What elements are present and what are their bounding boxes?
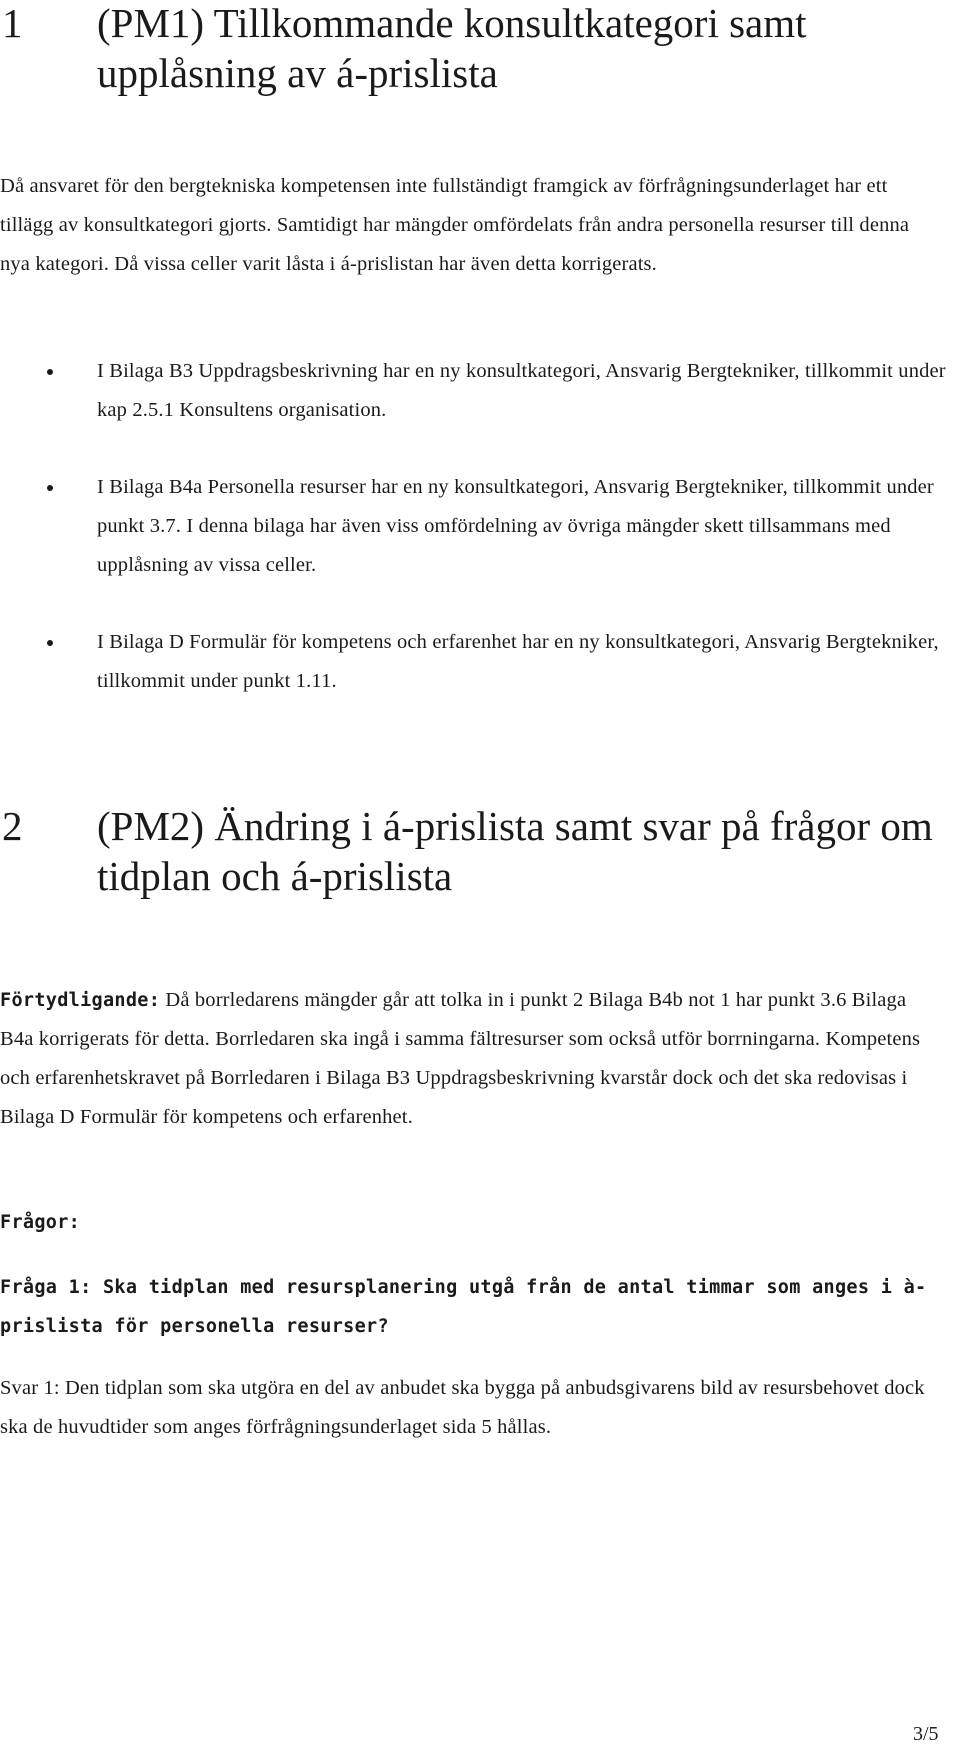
section-1-title: (PM1) Tillkommande konsultkategori samt upplåsning av á-prislista xyxy=(97,0,807,96)
bullet-text: I Bilaga D Formulär för kompetens och erfarenhet har en ny konsultkategori, Ansvarig Bergtekniker, tillkommit under punkt 1.11. xyxy=(97,631,939,692)
clarification-text: Då borrledarens mängder går att tolka in i punkt 2 Bilaga B4b not 1 har punkt 3.6 Bilaga B4a korrigerats för detta. Borrledaren ska ingå i samma fältresurser som också utför borrningarna. Kompetens och erfarenhetskravet på Borrledaren i Bilaga B3 Uppdragsbeskrivning kvarstår dock och det ska redovisas i Bilaga D Formulär för kompetens och erfarenhet. xyxy=(0,989,921,1128)
question-1-text: Fråga 1: Ska tidplan med resursplanering utgå från de antal timmar som anges i à-prislista för personella resurser? xyxy=(0,1277,927,1337)
clarification-label: Förtydligande: xyxy=(0,990,161,1011)
bullet-text: I Bilaga B3 Uppdragsbeskrivning har en ny konsultkategori, Ansvarig Bergtekniker, tillkommit under kap 2.5.1 Konsultens organisation. xyxy=(97,360,946,421)
question-1 xyxy=(0,1268,940,1346)
page-number: 3/5 xyxy=(913,1723,939,1745)
bullet-item xyxy=(0,352,950,430)
questions-label xyxy=(0,1203,940,1242)
section-2-title: (PM2) Ändring i á-prislista samt svar på frågor om tidplan och á-prislista xyxy=(97,803,933,899)
bullet-icon xyxy=(47,640,53,646)
bullet-item xyxy=(0,623,950,701)
section-1-bullet-list xyxy=(0,352,950,701)
bullet-item xyxy=(0,468,950,585)
section-1-intro: Då ansvaret för den bergtekniska kompetensen inte fullständigt framgick av förfrågningsunderlaget har ett tillägg av konsultkategori gjorts. Samtidigt har mängder omfördelats från andra personella resurser till denna nya kategori. Då vissa celler varit låsta i á-prislistan har även detta korrigerats. xyxy=(0,175,910,275)
section-1-number: 1 xyxy=(2,0,23,46)
answer-1: Svar 1: Den tidplan som ska utgöra en del av anbudet ska bygga på anbudsgivarens bild av resursbehovet dock ska de huvudtider som anges förfrågningsunderlaget sida 5 hållas. xyxy=(0,1377,925,1438)
bullet-icon xyxy=(47,369,53,375)
bullet-icon xyxy=(47,485,53,491)
bullet-text: I Bilaga B4a Personella resurser har en ny konsultkategori, Ansvarig Bergtekniker, tillkommit under punkt 3.7. I denna bilaga har även viss omfördelning av övriga mängder skett tillsammans med upplåsning av vissa celler. xyxy=(97,476,934,576)
questions-label-text: Frågor: xyxy=(0,1212,81,1233)
section-2-number: 2 xyxy=(2,803,23,849)
clarification-paragraph xyxy=(0,981,940,1137)
